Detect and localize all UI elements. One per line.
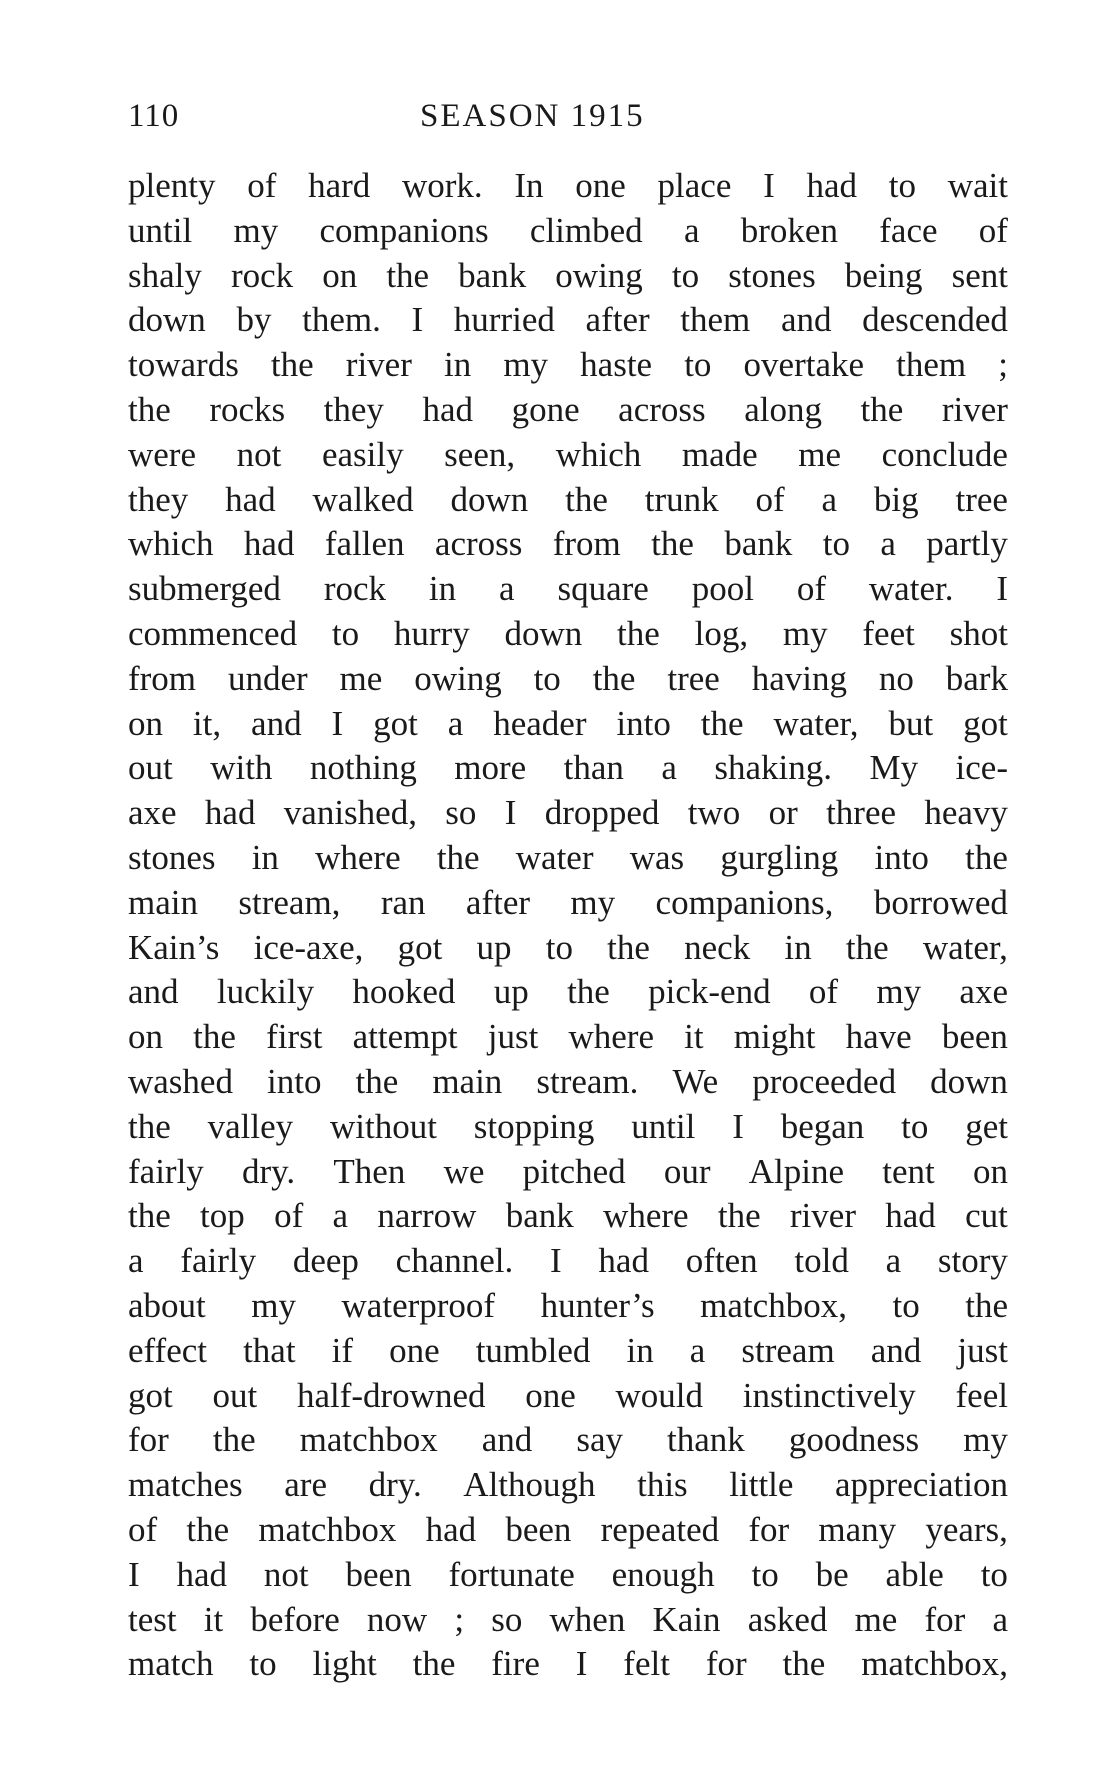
text-line: were not easily seen, which made me conclude bbox=[128, 434, 1008, 474]
text-line: the valley without stopping until I began to get bbox=[128, 1106, 1008, 1146]
text-line: stones in where the water was gurgling into the bbox=[128, 837, 1008, 877]
text-line: the top of a narrow bank where the river had cut bbox=[128, 1196, 1008, 1236]
text-line: until my companions climbed a broken face of bbox=[128, 210, 1008, 250]
text-line: and luckily hooked up the pick-end of my axe bbox=[128, 972, 1008, 1012]
text-line: Kain’s ice-axe, got up to the neck in the water, bbox=[128, 927, 1008, 967]
text-line: the rocks they had gone across along the river bbox=[128, 389, 1008, 429]
text-line: washed into the main stream. We proceeded down bbox=[128, 1061, 1008, 1101]
text-line: from under me owing to the tree having no bark bbox=[128, 658, 1008, 698]
text-line: plenty of hard work. In one place I had to wait bbox=[128, 166, 1008, 205]
text-line: a fairly deep channel. I had often told a story bbox=[128, 1241, 1008, 1281]
text-line: effect that if one tumbled in a stream and just bbox=[128, 1330, 1008, 1370]
text-line: axe had vanished, so I dropped two or three heavy bbox=[128, 793, 1008, 833]
text-line: got out half-drowned one would instinctively feel bbox=[128, 1375, 1008, 1415]
text-line: on the first attempt just where it might have been bbox=[128, 1017, 1008, 1057]
text-line: shaly rock on the bank owing to stones being sent bbox=[128, 255, 1008, 295]
text-line: main stream, ran after my companions, borrowed bbox=[128, 882, 1008, 922]
text-line: I had not been fortunate enough to be able to bbox=[128, 1554, 1008, 1594]
text-line: for the matchbox and say thank goodness my bbox=[128, 1420, 1008, 1460]
text-line: test it before now ; so when Kain asked me for a bbox=[128, 1599, 1008, 1639]
text-line: they had walked down the trunk of a big tree bbox=[128, 479, 1008, 519]
page-number: 110 bbox=[128, 98, 180, 134]
text-line: out with nothing more than a shaking. My ice- bbox=[128, 748, 1008, 788]
text-line: about my waterproof hunter’s matchbox, to the bbox=[128, 1285, 1008, 1325]
text-line: on it, and I got a header into the water, but got bbox=[128, 703, 1008, 743]
text-line: down by them. I hurried after them and descended bbox=[128, 300, 1008, 340]
text-line: fairly dry. Then we pitched our Alpine tent on bbox=[128, 1151, 1008, 1191]
running-head bbox=[128, 98, 1008, 138]
text-line: of the matchbox had been repeated for many years, bbox=[128, 1509, 1008, 1549]
text-line: match to light the fire I felt for the matchbox, bbox=[128, 1644, 1008, 1684]
text-line: which had fallen across from the bank to a partly bbox=[128, 524, 1008, 564]
body-text bbox=[128, 164, 1008, 1687]
running-title: SEASON 1915 bbox=[420, 98, 645, 134]
text-line: commenced to hurry down the log, my feet shot bbox=[128, 613, 1008, 653]
text-line: submerged rock in a square pool of water. I bbox=[128, 569, 1008, 609]
text-line: matches are dry. Although this little appreciation bbox=[128, 1465, 1008, 1505]
text-line: towards the river in my haste to overtake them ; bbox=[128, 345, 1008, 385]
